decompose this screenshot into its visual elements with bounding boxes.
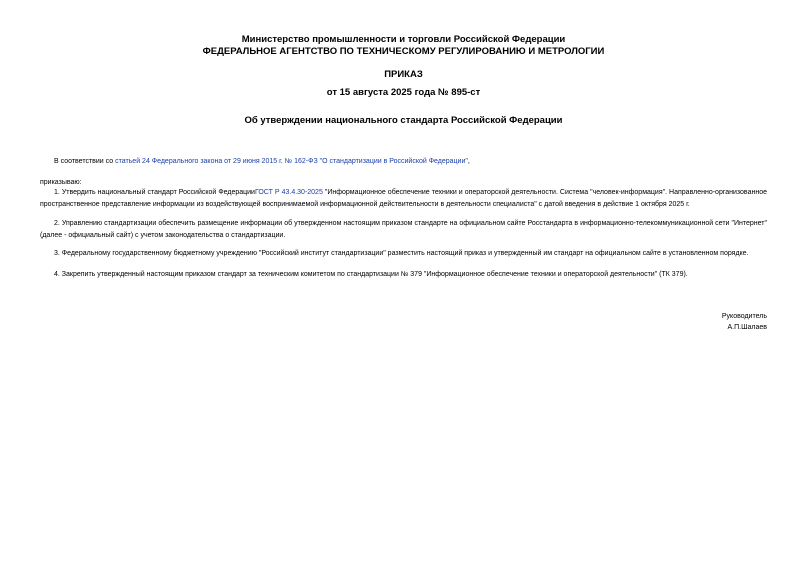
item-4-paragraph: 4. Закрепить утвержденный настоящим приказом стандарт за техническим комитетом по стандартизации № 379 "Информационное обеспечение техники и операторской деятельности" (ТК 379). bbox=[54, 271, 688, 278]
item-2-paragraph: 2. Управлению стандартизации обеспечить размещение информации об утвержденном настоящим приказом стандарте на официальном сайте Росстандарта в информационно-телекоммуникационной сети "Интернет" (далее - официальный сайт) с учетом законодательства о стандартизации. bbox=[40, 220, 767, 239]
preamble-prefix: В соответствии со bbox=[54, 158, 116, 165]
item-3-paragraph: 3. Федеральному государственному бюджетному учреждению "Российский институт стандартизации" разместить настоящий приказ и утвержденный им стандарт на официальном сайте в установленном порядке. bbox=[54, 250, 749, 257]
item-1-suffix: "Информационное обеспечение техники и операторской деятельности. Система "человек-информация". Направленно-организованное пространственное представление информации из воздействующей воспринимаемой информационной действительности в деятельности специалиста" с датой введения в действие 1 октября 2025 г. bbox=[40, 189, 767, 208]
subject-heading: Об утверждении национального стандарта Российской Федерации bbox=[244, 115, 563, 126]
ministry-heading: Министерство промышленности и торговли Российской Федерации bbox=[241, 34, 566, 45]
preamble-suffix: , bbox=[467, 158, 470, 165]
preamble-paragraph bbox=[40, 156, 767, 168]
federal-law-link[interactable]: статьей 24 Федерального закона от 29 июня 2015 г. № 162-ФЗ "О стандартизации в Российской Федерации" bbox=[115, 158, 468, 165]
order-word: приказываю: bbox=[40, 179, 82, 186]
date-number-heading: от 15 августа 2025 года № 895-ст bbox=[326, 87, 481, 98]
gost-standard-link[interactable]: ГОСТ Р 43.4.30-2025 bbox=[254, 189, 323, 196]
signature-name: А.П.Шалаев bbox=[727, 324, 767, 331]
document-type-heading: ПРИКАЗ bbox=[384, 69, 423, 80]
agency-heading: ФЕДЕРАЛЬНОЕ АГЕНТСТВО ПО ТЕХНИЧЕСКОМУ РЕГУЛИРОВАНИЮ И МЕТРОЛОГИИ bbox=[202, 46, 605, 57]
item-1-prefix: 1. Утвердить национальный стандарт Российской Федерации bbox=[54, 189, 255, 196]
item-1-paragraph bbox=[40, 187, 767, 210]
signature-title: Руководитель bbox=[721, 313, 767, 320]
